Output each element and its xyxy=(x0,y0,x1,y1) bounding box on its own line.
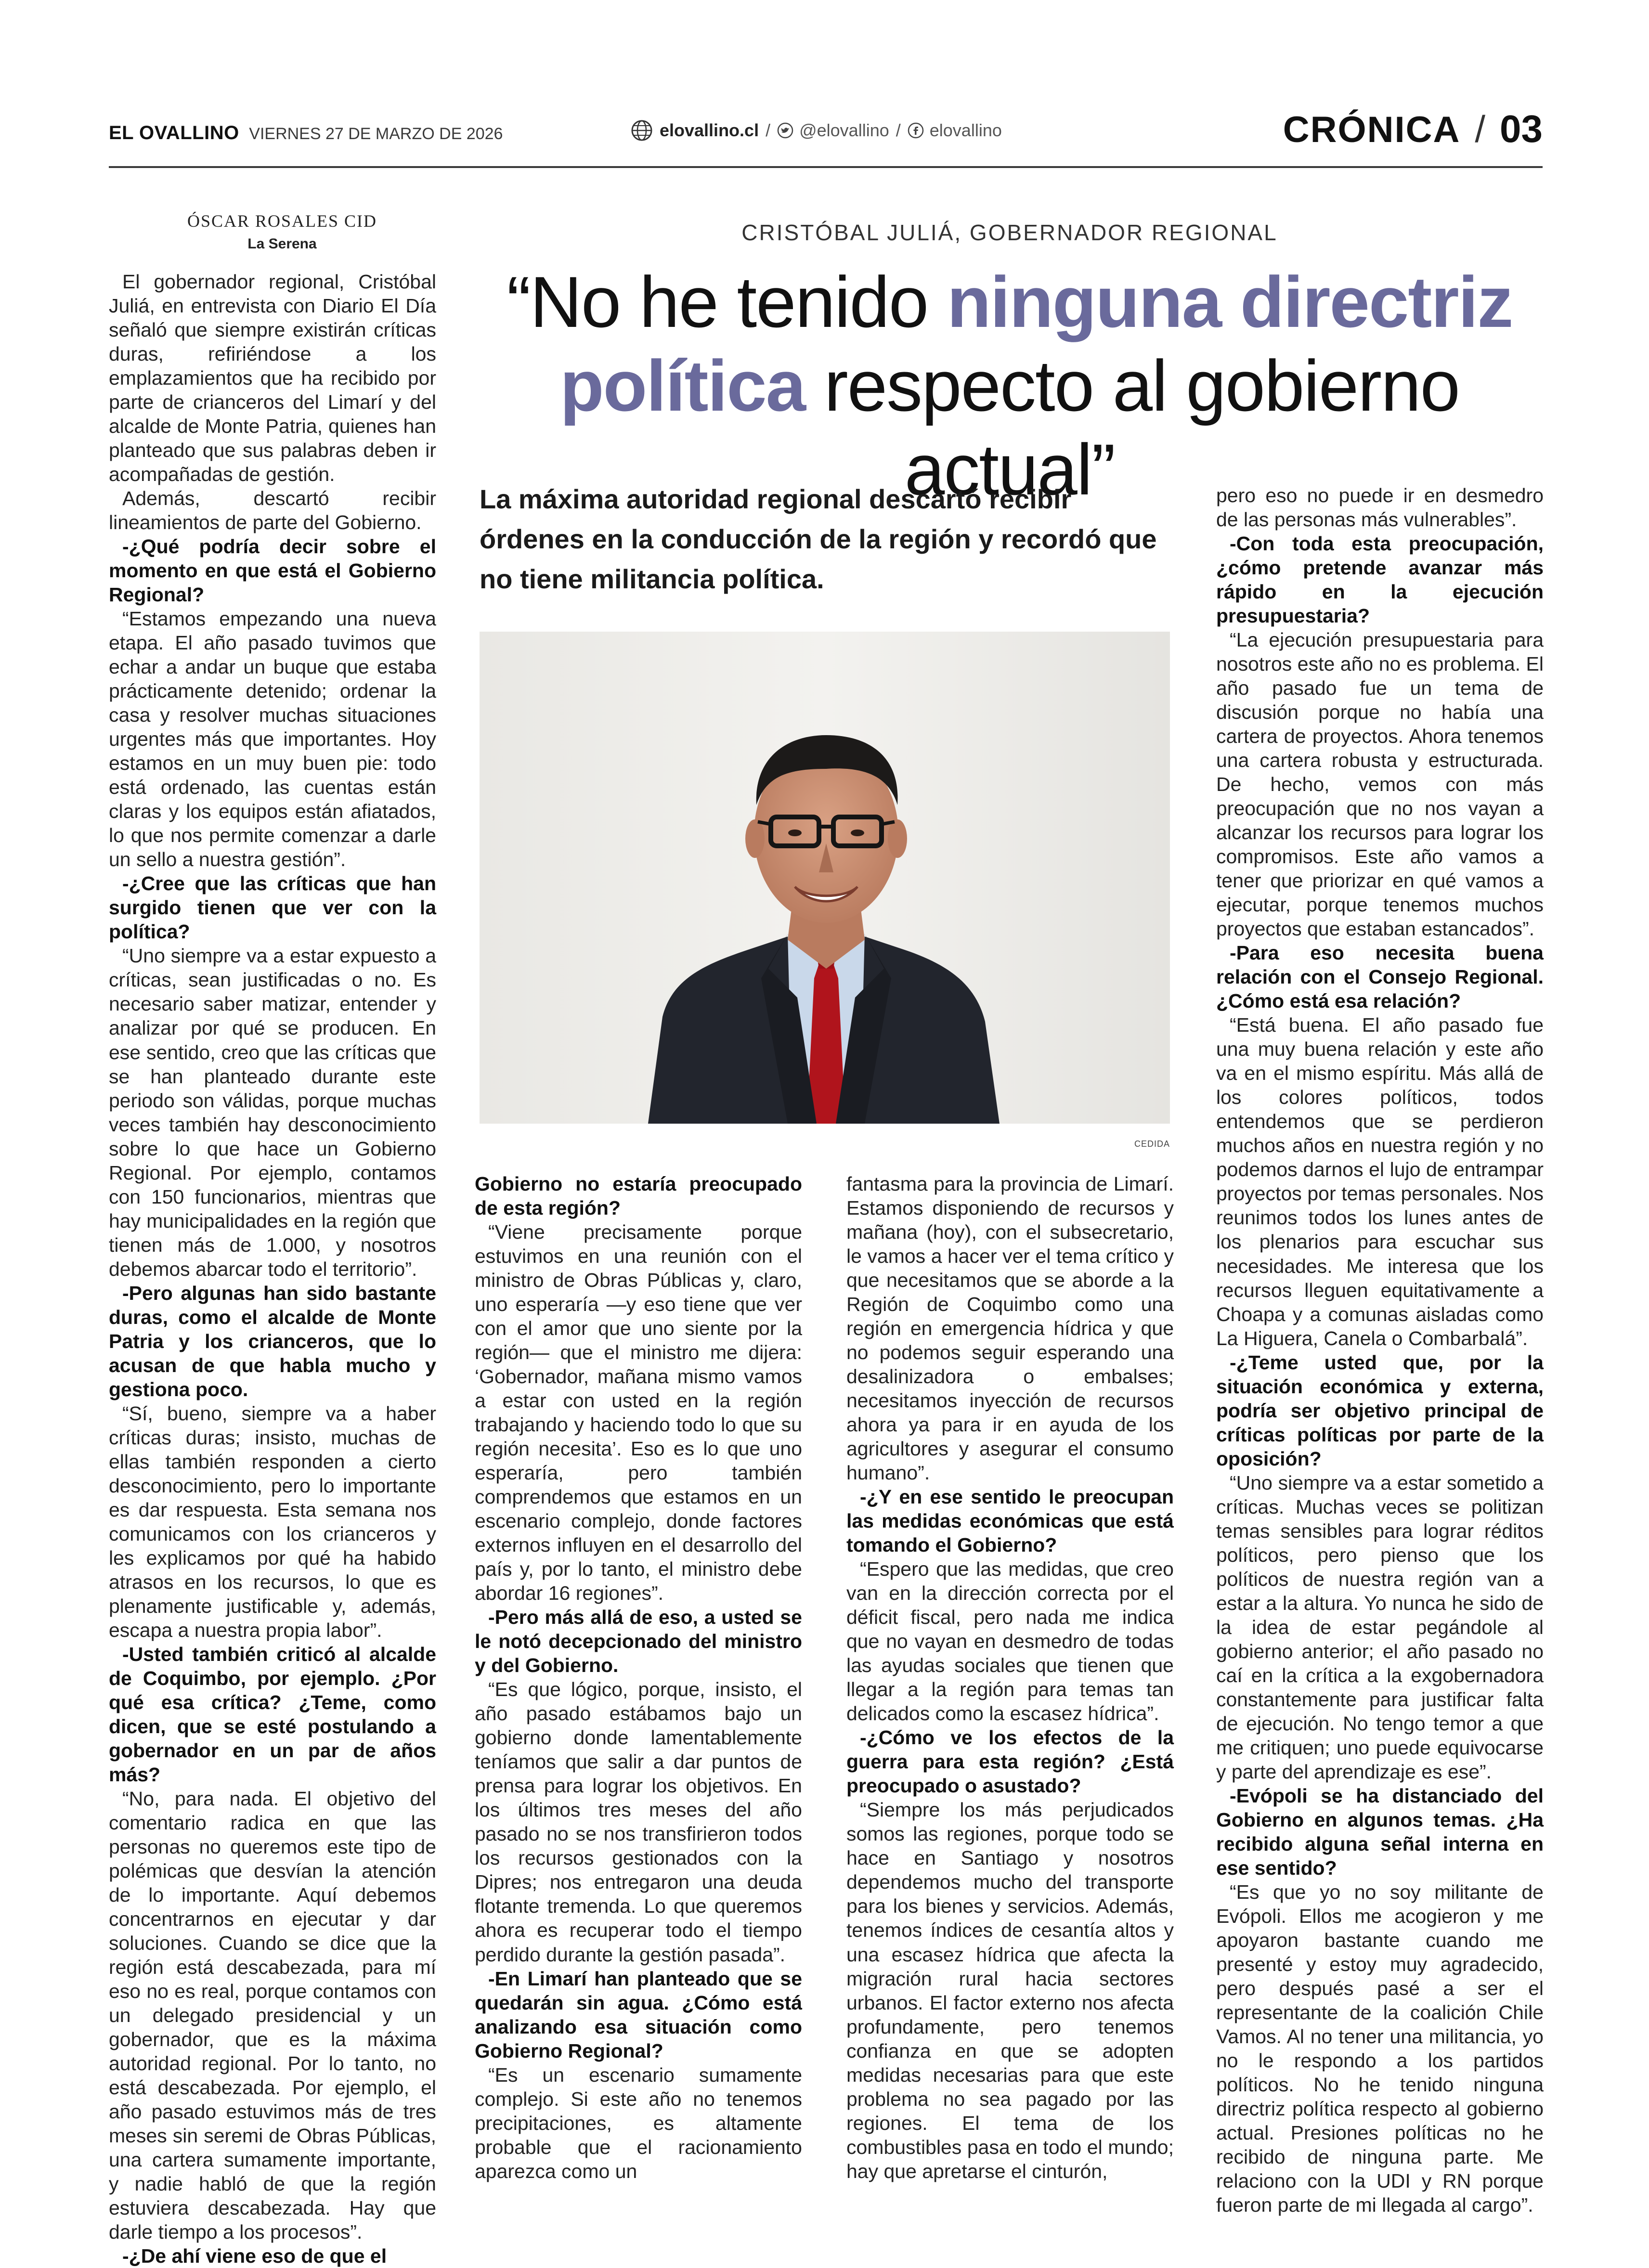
photo-credit: CEDIDA xyxy=(1134,1139,1170,1149)
paragraph: “La ejecución presupuestaria para nosotros este año no es problema. El año pasado fue un tema de discusión porque no había una cartera de proyectos. Ahora tenemos una cartera robusta y estructurada. De hecho, vemos con más preocupación que no nos vayan a alcanzar los recursos para lograr los compromisos. Este año vamos a tener que priorizar en qué vamos a ejecutar, porque tenemos muchos proyectos que estaban estancados”. xyxy=(1216,629,1544,940)
dateline-city: La Serena xyxy=(247,236,317,252)
paragraph: El gobernador regional, Cristóbal Juliá, en entrevista con Diario El Día señaló que siempre existirán críticas duras, refiriéndose a los emplazamientos que ha recibido por parte de crianceros del Limarí y del alcalde de Monte Patria, quienes han planteado que sus palabras deben ir acompañadas de gestión. xyxy=(109,271,436,486)
page-number: 03 xyxy=(1500,107,1543,150)
paragraph: “Es que lógico, porque, insisto, el año pasado estábamos bajo un gobierno donde lamentablemente teníamos que salir a dar puntos de prensa para lograr los objetivos. En los últimos tres meses del año pasado no se nos transfirieron todos los recursos gestionados con la Dipres; nos entregaron una deuda flotante tremenda. Lo que queremos ahora es recuperar todo el tiempo perdido durante la gestión pasada”. xyxy=(475,1678,802,1966)
subheadline: La máxima autoridad regional descartó recibir órdenes en la conducción de la región y recordó que no tiene militancia política. xyxy=(480,484,1157,594)
article-column-2 xyxy=(475,1172,802,2183)
interview-question: -Para eso necesita buena relación con el Consejo Regional. ¿Cómo está esa relación? xyxy=(1216,942,1544,1012)
headline-highlight: política xyxy=(560,345,805,426)
paragraph: “Siempre los más perjudicados somos las regiones, porque todo se hace en Santiago y nosotros dependemos mucho del transporte para los bienes y servicios. Además, tenemos índices de cesantía altos y una escasez hídrica que afecta la migración rural hacia sectores urbanos. El factor externo nos afecta profundamente, pero tenemos confianza en que se adopten medidas necesarias para que este problema no sea pagado por las regiones. El tema de los combustibles pasa en todo el mundo; hay que apretarse el cinturón, xyxy=(846,1799,1174,2182)
page-header xyxy=(109,107,1543,165)
interview-question: -¿Cree que las críticas que han surgido tienen que ver con la política? xyxy=(109,872,436,943)
interview-question: -Evópoli se ha distanciado del Gobierno en algunos temas. ¿Ha recibido alguna señal interna en ese sentido? xyxy=(1216,1784,1544,1879)
interview-question: -Pero algunas han sido bastante duras, como el alcalde de Monte Patria y los crianceros, que lo acusan de que habla mucho y gestiona poco. xyxy=(109,1282,436,1400)
interview-question: -¿Y en ese sentido le preocupan las medidas económicas que está tomando el Gobierno? xyxy=(846,1486,1174,1556)
headline-part: respecto al gobierno actual” xyxy=(805,345,1459,510)
paragraph: “Viene precisamente porque estuvimos en una reunión con el ministro de Obras Públicas y, claro, uno esperaría —y eso tiene que ver con el amor que uno siente por la región— que el ministro me dijera: ‘Gobernador, mañana mismo vamos a estar con usted en la región trabajando y haciendo todo lo que su región necesita’. Eso es lo que uno esperaría, pero también comprendemos que estamos en un escenario complejo, donde factores externos influyen en el desarrollo del país y, por lo tanto, el ministro debe abordar 16 regiones”. xyxy=(475,1221,802,1605)
author-name: ÓSCAR ROSALES CID xyxy=(187,211,377,231)
masthead xyxy=(109,122,503,144)
website-link[interactable]: elovallino.cl xyxy=(660,120,759,140)
separator: / xyxy=(766,120,771,140)
section-name: CRÓNICA xyxy=(1283,109,1461,150)
article-column-4 xyxy=(1216,483,1544,2217)
social-links xyxy=(631,119,1002,142)
paragraph: pero eso no puede ir en desmedro de las personas más vulnerables”. xyxy=(1216,484,1544,531)
paragraph: Además, descartó recibir lineamientos de parte del Gobierno. xyxy=(109,487,436,534)
paragraph: “Uno siempre va a estar sometido a críticas. Muchas veces se politizan temas sensibles para lograr réditos políticos, pero pienso que los políticos de nuestra región van a estar a la altura. Yo nunca he sido de la idea de estar pegándole al gobierno anterior; el año pasado no caí en la crítica a la exgobernadora constantemente para justificar falta de ejecución. No tengo temor a que me critiquen; uno puede equivocarse y parte del aprendizaje es ese”. xyxy=(1216,1471,1544,1783)
interview-question: -Pero más allá de eso, a usted se le notó decepcionado del ministro y del Gobierno. xyxy=(475,1606,802,1677)
facebook-handle[interactable]: elovallino xyxy=(929,120,1002,140)
twitter-handle[interactable]: @elovallino xyxy=(799,120,889,140)
paragraph: “Está buena. El año pasado fue una muy buena relación y este año va en el mismo espíritu. Más allá de los colores políticos, todos entendemos que se perdieron muchos años en nuestra región y no podemos darnos el lujo de entrampar proyectos por temas personales. Nos reunimos todos los lunes antes de los plenarios para escuchar sus necesidades. Me interesa que los recursos lleguen equitativamente a Choapa y a comunas aisladas como La Higuera, Canela o Combarbalá”. xyxy=(1216,1014,1544,1349)
section-label xyxy=(1283,107,1543,151)
headline-part: “No he tenido xyxy=(506,261,947,342)
paragraph: “Uno siempre va a estar expuesto a críticas, sean justificadas o no. Es necesario saber matizar, entender y analizar por qué se producen. En ese sentido, creo que las críticas que se han planteado durante este periodo son válidas, porque muchas veces también hay desconocimiento sobre lo que hace un Gobierno Regional. Por ejemplo, contamos con 150 funcionarios, mientras que hay municipalidades en la región que tienen más de 1.000, y nosotros debemos abarcar todo el territorio”. xyxy=(109,945,436,1280)
headline-highlight: ninguna directriz xyxy=(947,261,1513,342)
paragraph: “Estamos empezando una nueva etapa. El año pasado tuvimos que echar a andar un buque que estaba prácticamente detenido; ordenar la casa y resolver muchas situaciones urgentes más que importantes. Hoy estamos en un muy buen pie: todo está ordenado, las cuentas están claras y los equipos están afiatados, lo que nos permite comenzar a darle un sello a nuestra gestión”. xyxy=(109,608,436,871)
interview-question: -¿Cómo ve los efectos de la guerra para esta región? ¿Está preocupado o asustado? xyxy=(846,1726,1174,1797)
interview-question: -¿Teme usted que, por la situación económica y externa, podría ser objetivo principal de críticas políticas por parte de la oposición? xyxy=(1216,1351,1544,1470)
paragraph: fantasma para la provincia de Limarí. Estamos disponiendo de recursos y mañana (hoy), con el subsecretario, le vamos a hacer ver el tema crítico y que necesitamos que se aborde a la Región de Coquimbo como una región en emergencia hídrica y que no podemos seguir esperando una desalinizadora o embalses; necesitamos inyección de recursos ahora ya para ir en ayuda de los agricultores y asegurar el consumo humano”. xyxy=(846,1173,1174,1484)
twitter-icon xyxy=(777,122,793,139)
article-column-3 xyxy=(846,1172,1174,2183)
interview-question: -¿De ahí viene eso de que el xyxy=(122,2245,387,2268)
article-column-1 xyxy=(109,270,436,2268)
paper-name: EL OVALLINO xyxy=(109,122,239,143)
interview-question: Gobierno no estaría preocupado de esta región? xyxy=(475,1173,802,1219)
interview-question: -Con toda esta preocupación, ¿cómo pretende avanzar más rápido en la ejecución presupuestaria? xyxy=(1216,532,1544,627)
kicker: CRISTÓBAL JULIÁ, GOBERNADOR REGIONAL xyxy=(741,220,1278,245)
portrait-illustration xyxy=(480,632,1170,1124)
interview-question: -Usted también criticó al alcalde de Coquimbo, por ejemplo. ¿Por qué esa crítica? ¿Teme, como dicen, que se esté postulando a gobernador en un par de años más? xyxy=(109,1643,436,1786)
paragraph: “No, para nada. El objetivo del comentario radica en que las personas no queremos este tipo de polémicas que desvían la atención de lo importante. Aquí debemos concentrarnos en ejecutar y dar soluciones. Cuando se dice que la región está descabezada, para mí eso no es real, porque contamos con un delegado presidencial y un gobernador, que es la máxima autoridad regional. Por lo tanto, no está descabezada. Por ejemplo, el año pasado estuvimos más de tres meses sin seremi de Obras Públicas, una cartera sumamente importante, y nadie habló de que la región estuviera descabezada. Hay que darle tiempo a los procesos”. xyxy=(109,1787,436,2243)
paragraph: “Es que yo no soy militante de Evópoli. Ellos me acogieron y me apoyaron bastante cuando me presenté y estoy muy agradecido, pero después pasé a ser el representante de la coalición Chile Vamos. Al no tener una militancia, yo no le respondo a los partidos políticos. No he tenido ninguna directriz política respecto al gobierno actual. Presiones políticas no he recibido de ninguna parte. Me relaciono con la UDI y RN porque fueron parte de mi llegada al cargo”. xyxy=(1216,1880,1544,2216)
separator: / xyxy=(896,120,901,140)
www-globe-icon xyxy=(631,119,653,142)
paragraph: “Es un escenario sumamente complejo. Si este año no tenemos precipitaciones, es altamente probable que el racionamiento aparezca como un xyxy=(475,2063,802,2182)
byline xyxy=(109,211,455,252)
paragraph: “Sí, bueno, siempre va a haber críticas duras; insisto, muchas de ellas también responden a cierto desconocimiento, pero lo importante es dar respuesta. Esta semana nos comunicamos con los crianceros y les explicamos por qué ha habido atrasos en los recursos, lo que es plenamente justificable y, además, escapa a nuestra propia labor”. xyxy=(109,1402,436,1641)
interview-question: -En Limarí han planteado que se quedarán sin agua. ¿Cómo está analizando esa situación como Gobierno Regional? xyxy=(475,1967,802,2062)
separator: / xyxy=(1475,108,1486,150)
facebook-icon xyxy=(908,122,924,139)
paragraph: “Espero que las medidas, que creo van en la dirección correcta por el déficit fiscal, pero nada me indica que no vayan en desmedro de todas las ayudas sociales que tienen que llegar a la región para temas tan delicados como la escasez hídrica”. xyxy=(846,1558,1174,1725)
interview-question: -¿Qué podría decir sobre el momento en que está el Gobierno Regional? xyxy=(109,535,436,606)
portrait-photo xyxy=(480,632,1170,1124)
header-divider xyxy=(109,166,1543,168)
issue-date: VIERNES 27 DE MARZO DE 2026 xyxy=(249,125,503,143)
headline xyxy=(477,260,1543,511)
